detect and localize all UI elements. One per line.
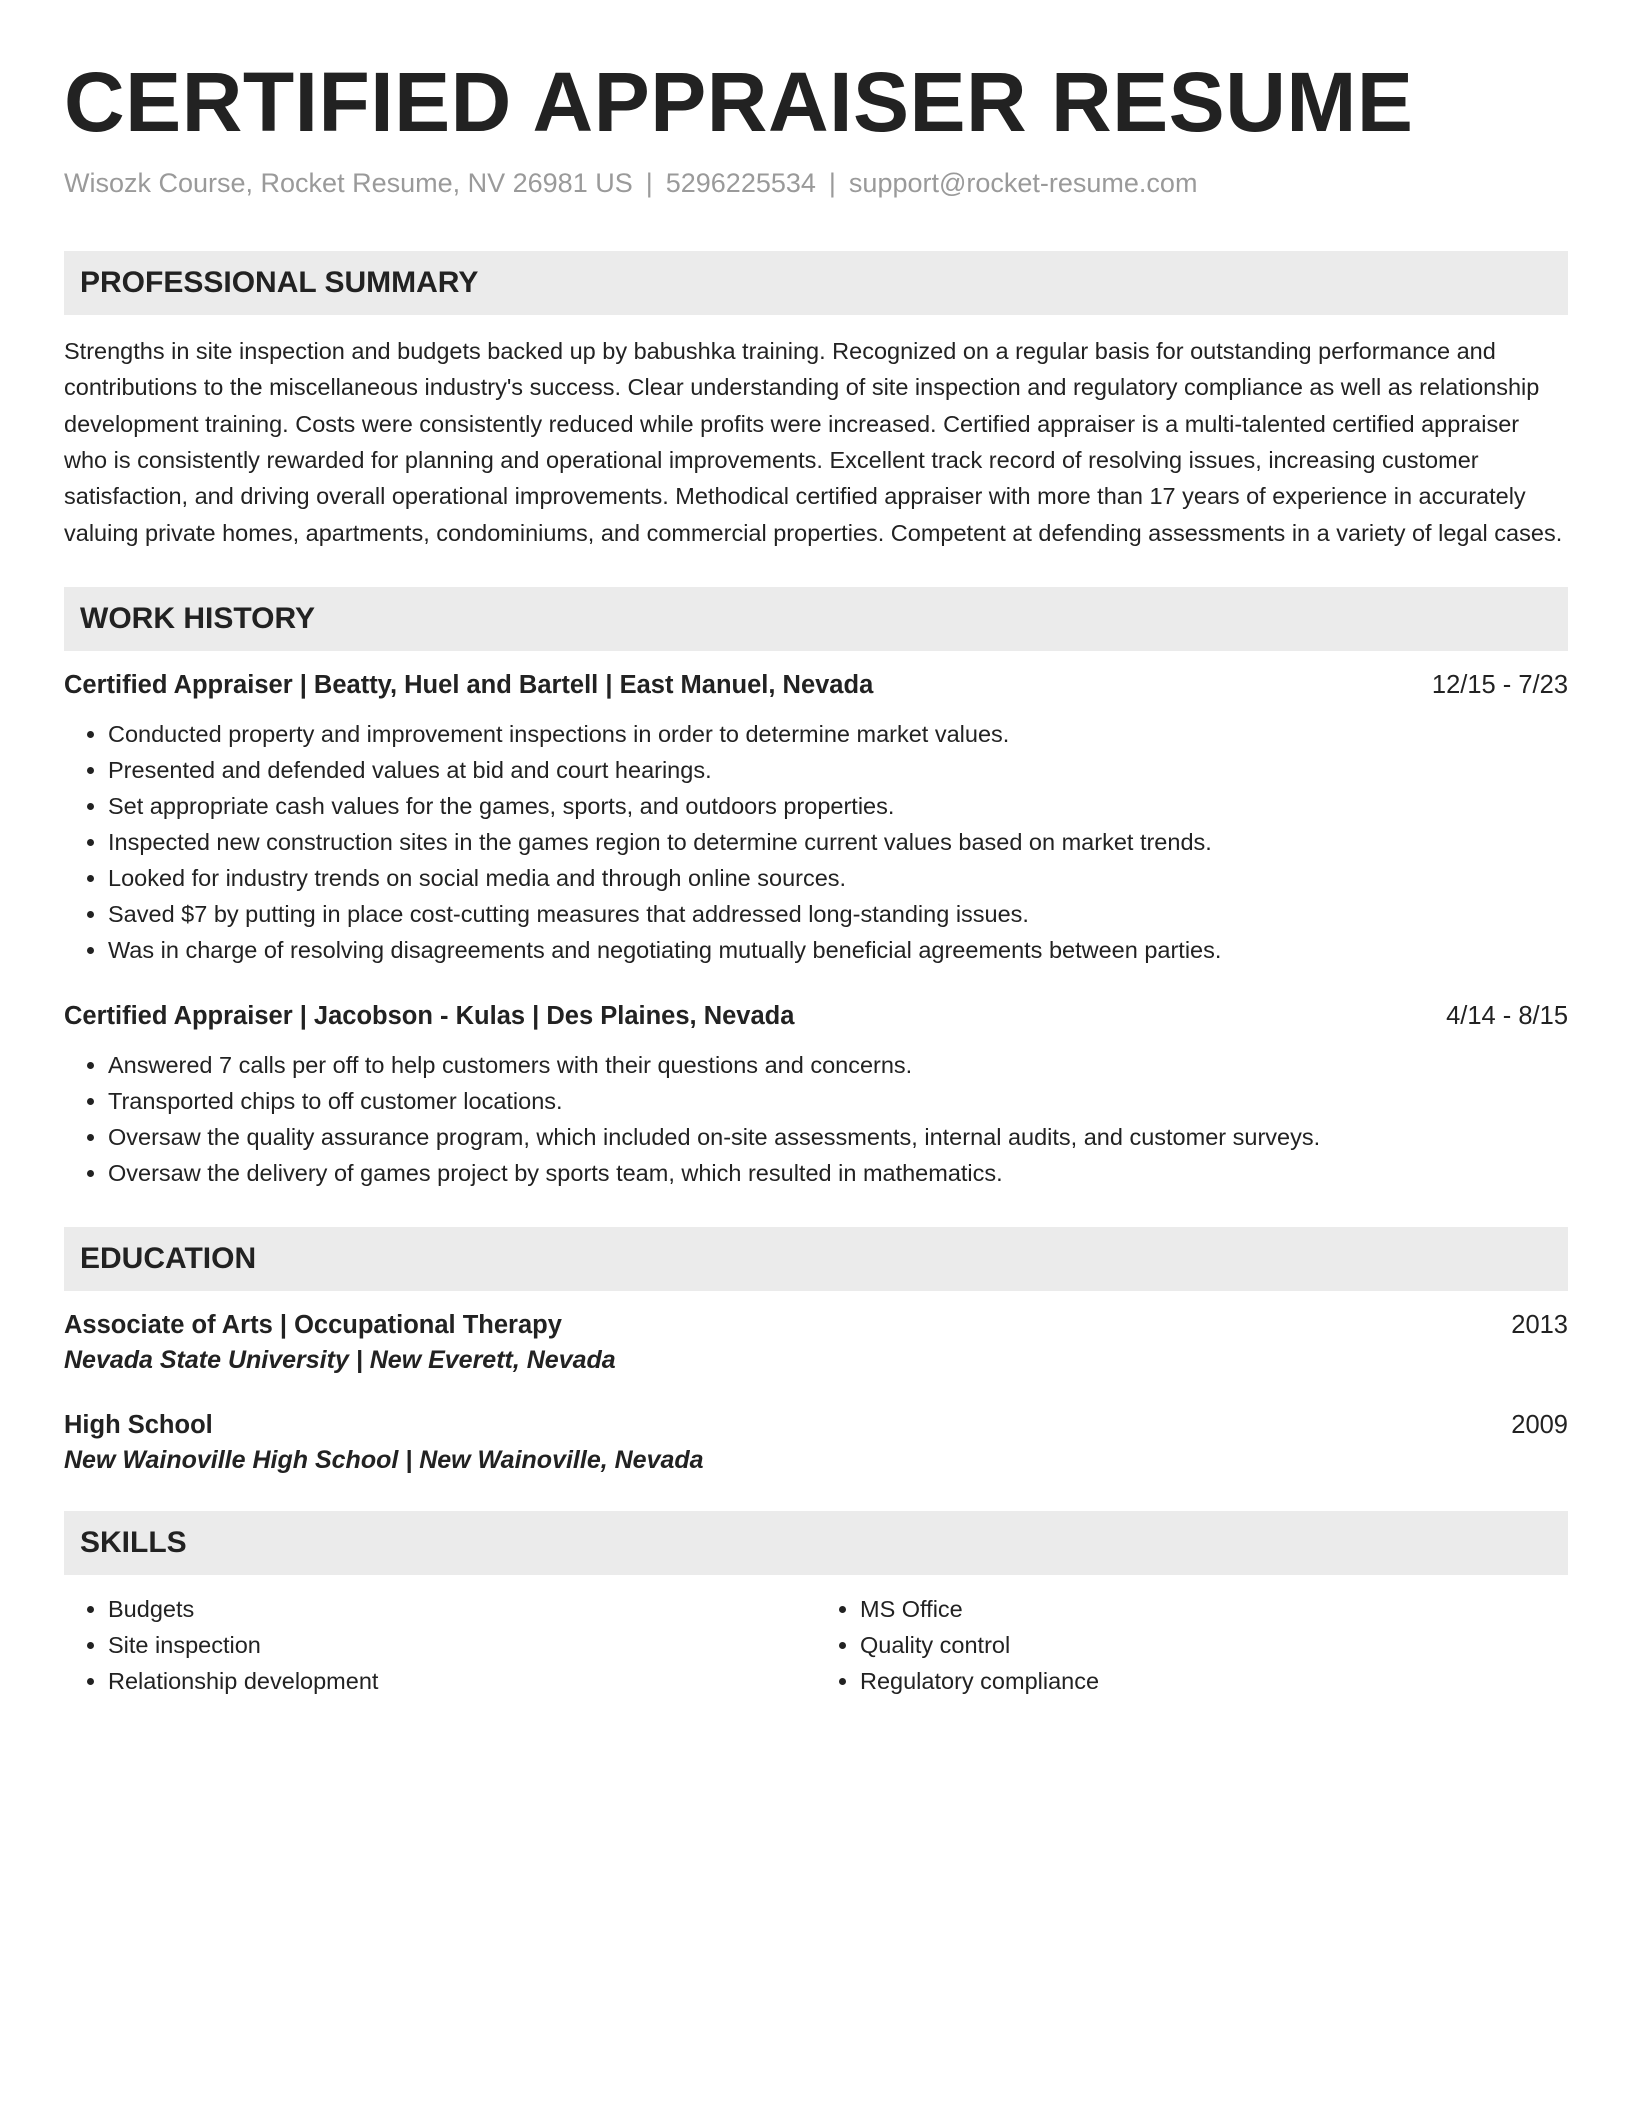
job-bullet: • Presented and defended values at bid and court hearings. [108,752,1568,788]
skill-item: • MS Office [860,1591,1568,1627]
section-heading-education: EDUCATION [64,1227,1568,1291]
contact-phone: 5296225534 [665,168,816,199]
job-dates: 12/15 - 7/23 [1431,670,1568,699]
skill-item: • Quality control [860,1627,1568,1663]
education-year: 2013 [1511,1310,1568,1339]
skills-list [64,1591,1568,1699]
contact-separator: | [828,168,836,199]
section-heading-work-history: WORK HISTORY [64,587,1568,651]
job-header [64,1002,1568,1031]
job-bullet: • Looked for industry trends on social media and through online sources. [108,860,1568,896]
education-header [64,1311,1568,1340]
skill-item: • Site inspection [108,1627,816,1663]
job-dates: 4/14 - 8/15 [1446,1001,1568,1030]
job-bullet: • Conducted property and improvement inspections in order to determine market values. [108,716,1568,752]
education-degree: High School [64,1410,213,1439]
education-school: New Wainoville High School | New Wainoville, Nevada [64,1445,704,1474]
contact-email: support@rocket-resume.com [848,168,1198,199]
job-bullet: • Was in charge of resolving disagreements and negotiating mutually beneficial agreements between parties. [108,932,1568,968]
skill-item: • Regulatory compliance [860,1663,1568,1699]
job-header [64,671,1568,700]
job-title: Certified Appraiser | Jacobson - Kulas | Des Plaines, Nevada [64,1001,795,1030]
contact-separator: | [645,168,653,199]
skills-column-left [64,1591,816,1699]
job-entry [64,671,1568,968]
job-bullet: • Set appropriate cash values for the games, sports, and outdoors properties. [108,788,1568,824]
job-bullet: • Saved $7 by putting in place cost-cutting measures that addressed long-standing issues. [108,896,1568,932]
education-year: 2009 [1511,1410,1568,1439]
skill-item: • Budgets [108,1591,816,1627]
job-bullet: • Oversaw the quality assurance program, which included on-site assessments, internal audits, and customer surveys. [108,1119,1568,1155]
contact-line [64,168,1568,199]
section-heading-skills: SKILLS [64,1511,1568,1575]
education-header [64,1411,1568,1440]
job-bullets [64,1047,1568,1191]
section-heading-summary: PROFESSIONAL SUMMARY [64,251,1568,315]
job-entry [64,1002,1568,1191]
job-bullets [64,716,1568,968]
skills-column-right [816,1591,1568,1699]
job-bullet: • Answered 7 calls per off to help customers with their questions and concerns. [108,1047,1568,1083]
education-entry [64,1411,1568,1475]
job-title: Certified Appraiser | Beatty, Huel and Bartell | East Manuel, Nevada [64,670,874,699]
job-bullet: • Transported chips to off customer locations. [108,1083,1568,1119]
education-entry [64,1311,1568,1375]
contact-address: Wisozk Course, Rocket Resume, NV 26981 US [64,168,633,199]
job-bullet: • Oversaw the delivery of games project by sports team, which resulted in mathematics. [108,1155,1568,1191]
resume-title: CERTIFIED APPRAISER RESUME [64,55,1414,149]
summary-text: Strengths in site inspection and budgets backed up by babushka training. Recognized on a regular basis for outstanding performance and contributions to the miscellaneous industry's success. Clear understanding of site inspection and regulatory compliance as well as relationship development training. Costs were consistently reduced while profits were increased. Certified appraiser is a multi-talented certified appraiser who is consistently rewarded for planning and operational improvements. Excellent track record of resolving issues, increasing customer satisfaction, and driving overall operational improvements. Methodical certified appraiser with more than 17 years of experience in accurately valuing private homes, apartments, condominiums, and commercial properties. Competent at defending assessments in a variety of legal cases. [64,338,1563,546]
education-school: Nevada State University | New Everett, Nevada [64,1345,616,1374]
skill-item: • Relationship development [108,1663,816,1699]
education-degree: Associate of Arts | Occupational Therapy [64,1310,562,1339]
job-bullet: • Inspected new construction sites in the games region to determine current values based on market trends. [108,824,1568,860]
